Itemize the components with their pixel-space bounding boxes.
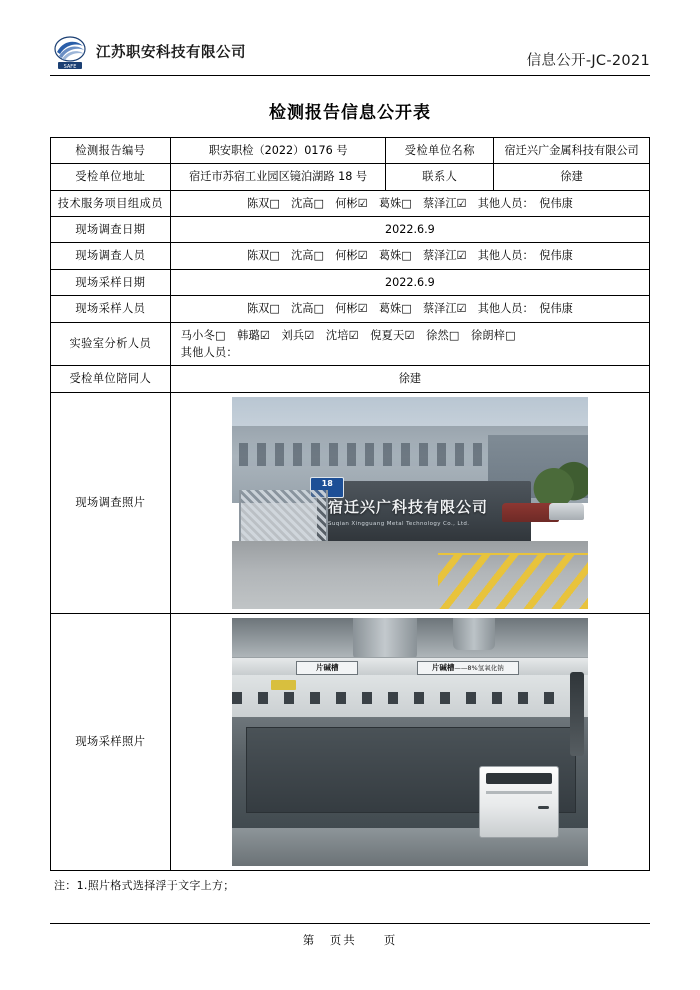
photo-yellow-hatching bbox=[438, 553, 588, 608]
table-row bbox=[51, 322, 650, 366]
sampling-photo-label: 现场采样照片 bbox=[51, 613, 171, 870]
sampling-staff-value: 陈双□ 沈高□ 何彬☑ 葛姝□ 蔡泽江☑ 其他人员： 倪伟康 bbox=[170, 296, 649, 322]
escort-value: 徐建 bbox=[170, 366, 649, 392]
client-name-label: 受检单位名称 bbox=[386, 138, 494, 164]
lab-staff-line-2: 其他人员： bbox=[180, 345, 238, 359]
report-no-value: 职安职检（2022）0176 号 bbox=[170, 138, 386, 164]
lab-staff-line-1: 马小冬□ 韩璐☑ 刘兵☑ 沈培☑ 倪夏天☑ 徐然□ 徐朗梓□ bbox=[180, 328, 516, 342]
client-address-value: 宿迁市苏宿工业园区镜泊湖路 18 号 bbox=[170, 164, 386, 190]
table-row bbox=[51, 190, 650, 216]
photo-trees bbox=[531, 460, 588, 507]
table-row bbox=[51, 217, 650, 243]
survey-photo-label: 现场调查照片 bbox=[51, 392, 171, 613]
photo-tank-label-a: 片碱槽 bbox=[296, 661, 359, 675]
escort-label: 受检单位陪同人 bbox=[51, 366, 171, 392]
survey-staff-label: 现场调查人员 bbox=[51, 243, 171, 269]
photo-device-panel bbox=[486, 773, 552, 784]
table-row-survey-photo bbox=[51, 392, 650, 613]
table-row bbox=[51, 366, 650, 392]
report-no-label: 检测报告编号 bbox=[51, 138, 171, 164]
page-title: 检测报告信息公开表 bbox=[269, 103, 431, 123]
photo-sampling-device bbox=[479, 766, 559, 837]
photo-gate-number-sign: 18 bbox=[310, 477, 344, 498]
report-info-table bbox=[50, 137, 650, 871]
photo-yellow-marker bbox=[271, 680, 296, 690]
survey-staff-value: 陈双□ 沈高□ 何彬☑ 葛姝□ 蔡泽江☑ 其他人员： 倪伟康 bbox=[170, 243, 649, 269]
page-header bbox=[50, 28, 650, 80]
photo-tank-label-b bbox=[417, 661, 519, 675]
photo-tank-holes bbox=[232, 692, 588, 704]
photo-hose bbox=[570, 672, 584, 756]
table-row bbox=[51, 269, 650, 295]
contact-value: 徐建 bbox=[494, 164, 650, 190]
survey-date-value: 2022.6.9 bbox=[170, 217, 649, 243]
photo-exhaust-duct-1 bbox=[353, 618, 417, 660]
page-number: 第 页共 页 bbox=[302, 933, 398, 947]
photo-device-handle bbox=[538, 806, 549, 809]
company-logo-icon bbox=[50, 32, 90, 72]
table-row bbox=[51, 296, 650, 322]
sampling-photo-cell bbox=[170, 613, 649, 870]
tech-team-label: 技术服务项目组成员 bbox=[51, 190, 171, 216]
photo-exhaust-duct-2 bbox=[453, 618, 496, 650]
sampling-date-value: 2022.6.9 bbox=[170, 269, 649, 295]
survey-photo-image bbox=[232, 397, 588, 609]
lab-staff-label: 实验室分析人员 bbox=[51, 322, 171, 366]
sampling-staff-label: 现场采样人员 bbox=[51, 296, 171, 322]
photo-device-stripe bbox=[486, 791, 552, 794]
brand bbox=[50, 32, 246, 72]
table-row-sampling-photo bbox=[51, 613, 650, 870]
client-address-label: 受检单位地址 bbox=[51, 164, 171, 190]
client-name-value: 宿迁兴广金属科技有限公司 bbox=[494, 138, 650, 164]
contact-label: 联系人 bbox=[386, 164, 494, 190]
photo-tank-label-b-sub: ——8%氢氧化钠 bbox=[454, 663, 504, 672]
photo-tank-label-b-title: 片碱槽 bbox=[431, 662, 455, 672]
photo-wall-subtext: Suqian Xingguang Metal Technology Co., Ltd. bbox=[328, 520, 470, 527]
photo-wall-company-text: 宿迁兴广科技有限公司 bbox=[328, 498, 489, 517]
header-divider bbox=[50, 75, 650, 76]
table-note: 注：1.照片格式选择浮于文字上方； bbox=[54, 878, 235, 892]
photo-car-white bbox=[549, 503, 585, 520]
sampling-photo-image bbox=[232, 618, 588, 866]
document-code: 信息公开-JC-2021 bbox=[526, 53, 650, 69]
table-row bbox=[51, 138, 650, 164]
tech-team-value: 陈双□ 沈高□ 何彬☑ 葛姝□ 蔡泽江☑ 其他人员： 倪伟康 bbox=[170, 190, 649, 216]
sampling-date-label: 现场采样日期 bbox=[51, 269, 171, 295]
table-row bbox=[51, 243, 650, 269]
survey-date-label: 现场调查日期 bbox=[51, 217, 171, 243]
page-footer bbox=[50, 923, 650, 948]
table-row bbox=[51, 164, 650, 190]
svg-text:SAFE: SAFE bbox=[63, 63, 77, 70]
lab-staff-value bbox=[170, 322, 649, 366]
company-name: 江苏职安科技有限公司 bbox=[96, 44, 246, 61]
survey-photo-cell bbox=[170, 392, 649, 613]
